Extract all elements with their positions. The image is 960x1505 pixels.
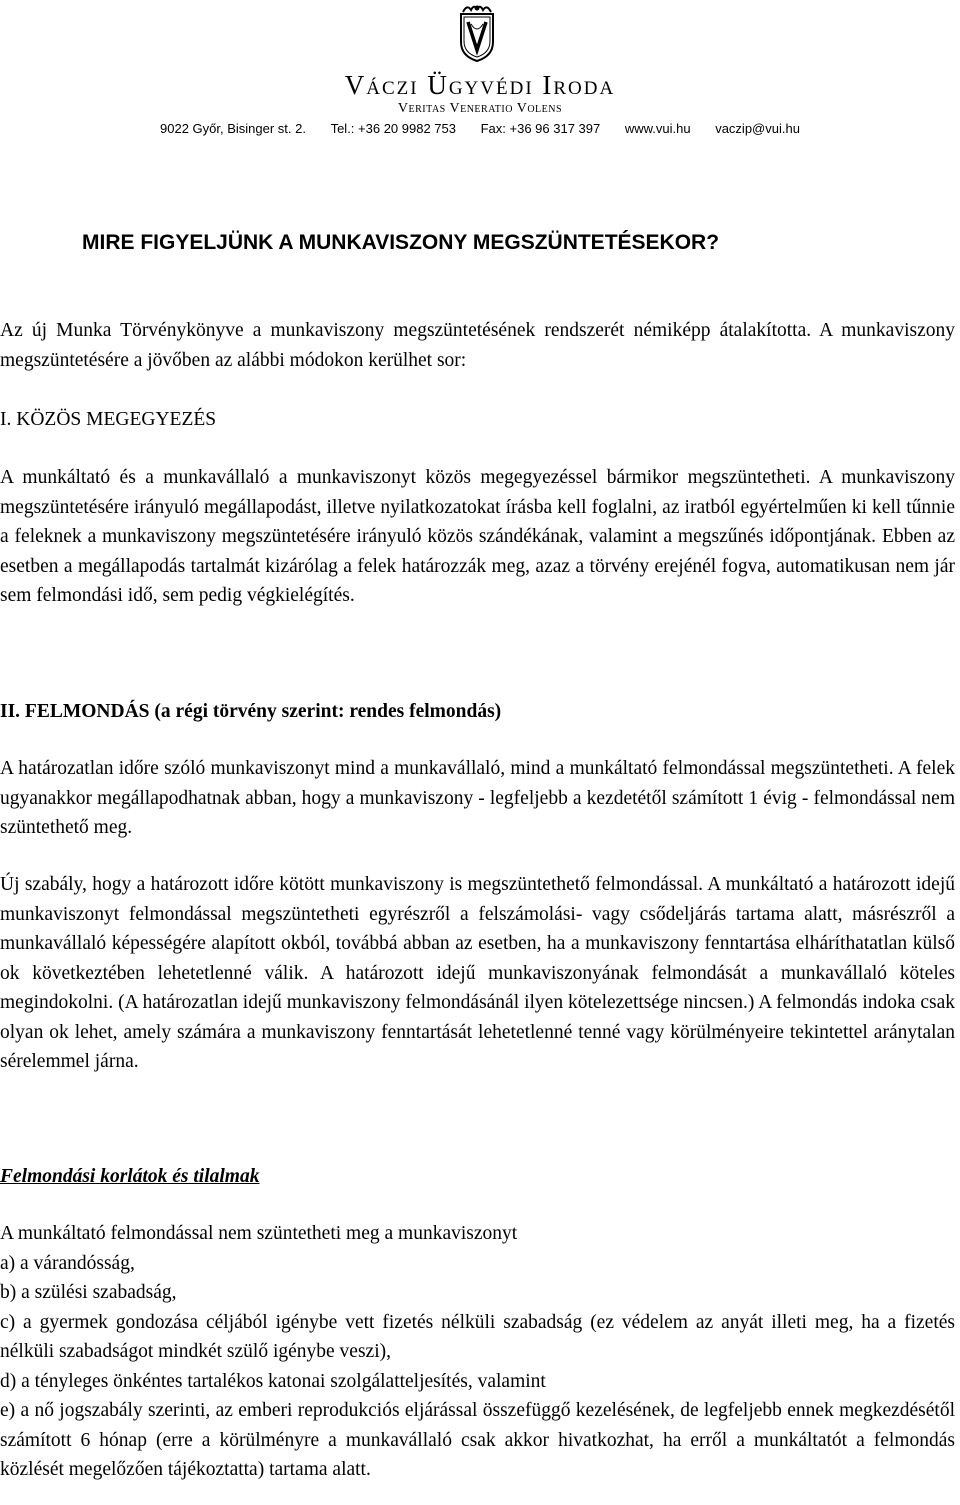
list-item-b: b) a szülési szabadság, [0, 1282, 177, 1303]
fax: Fax: +36 96 317 397 [480, 121, 601, 136]
section1-paragraph: A munkáltató és a munkavállaló a munkaviszonyt közös megegyezéssel bármikor megszüntetheti. A munkaviszony megszüntetésére irányuló megállapodást, illetve nyilatkozatokat írásba kell foglalni, az iratból egyértelműen ki kell tűnnie a feleknek a munkaviszony megszüntetésére irányuló közös szándékának, valamint a megszűnés időpontjának. Ebben az esetben a megállapodás tartalmát kizárólag a felek határozzák meg, azaz a törvény erejénél fogva, automatikusan nem jár sem felmondási idő, sem pedig végkielégítés. [0, 467, 955, 606]
document-title: MIRE FIGYELJÜNK A MUNKAVISZONY MEGSZÜNTETÉSEKOR? [82, 231, 720, 254]
intro-paragraph: Az új Munka Törvénykönyve a munkaviszony megszüntetésének rendszerét némiképp átalakította. A munkaviszony megszüntetésére a jövőben az alábbi módokon kerülhet sor: [0, 320, 955, 371]
email-link[interactable]: vaczip@vui.hu [715, 121, 800, 136]
contact-line [160, 121, 800, 137]
section3-heading: Felmondási korlátok és tilalmak [0, 1166, 260, 1187]
firm-name: Váczi Ügyvédi Iroda [344, 70, 616, 100]
list-item-a: a) a várandósság, [0, 1252, 135, 1274]
phone: Tel.: +36 20 9982 753 [330, 121, 456, 136]
list-item-c: c) a gyermek gondozása céljából igénybe vett fizetés nélküli szabadság (ez védelem az anyát illeti meg, ha a fizetés nélküli szabadságot mindkét szülő igénybe veszi), [0, 1311, 955, 1362]
address: 9022 Győr, Bisinger st. 2. [160, 121, 306, 136]
list-item-d: d) a tényleges önkéntes tartalékos katonai szolgálatteljesítés, valamint [0, 1370, 546, 1392]
section2-paragraph2: Új szabály, hogy a határozott időre kötött munkaviszony is megszüntethető felmondással. A munkáltató a határozott idejű munkaviszonyt felmondással megszüntetheti egyrészről a felszámolási- vagy csődeljárás tartama alatt, másrészről a munkavállaló képességére alapított okból, továbbá abban az esetben, ha a munkaviszony fenntartása elháríthatatlan külső ok következtében lehetetlenné válik. A határozott idejű munkaviszonyának felmondását a munkavállaló köteles megindokolni. (A határozatlan idejű munkaviszony felmondásánál ilyen kötelezettsége nincsen.) A felmondás indoka csak olyan ok lehet, amely számára a munkaviszony fenntartását lehetetlenné tenné vagy körülményeire tekintettel aránytalan sérelemmel járna. [0, 874, 955, 1072]
list-lead: A munkáltató felmondással nem szüntetheti meg a munkaviszonyt [0, 1223, 518, 1244]
firm-crest-logo [457, 4, 497, 62]
section2-paragraph1: A határozatlan időre szóló munkaviszonyt mind a munkavállaló, mind a munkáltató felmondással megszüntetheti. A felek ugyanakkor megállapodhatnak abban, hogy a munkaviszony - legfeljebb a kezdetétől számított 1 évig - felmondással nem szüntethető meg. [0, 758, 955, 838]
section2-heading: II. FELMONDÁS (a régi törvény szerint: rendes felmondás) [0, 701, 502, 722]
firm-motto: Veritas Veneratio Volens [397, 101, 563, 116]
section1-heading: I. KÖZÖS MEGEGYEZÉS [0, 409, 217, 430]
website-link[interactable]: www.vui.hu [624, 121, 691, 136]
prohibitions-list [0, 1219, 955, 1485]
list-item-e: e) a nő jogszabály szerinti, az emberi reprodukciós eljárással összefüggő kezelésének, de legfeljebb ennek megkezdésétől számított 6 hónap (erre a körülményre a munkavállaló csak akkor hivatkozhat, ha erről a munkáltatót a felmondás közlését megelőzően tájékoztatta) tartama alatt. [0, 1400, 955, 1480]
